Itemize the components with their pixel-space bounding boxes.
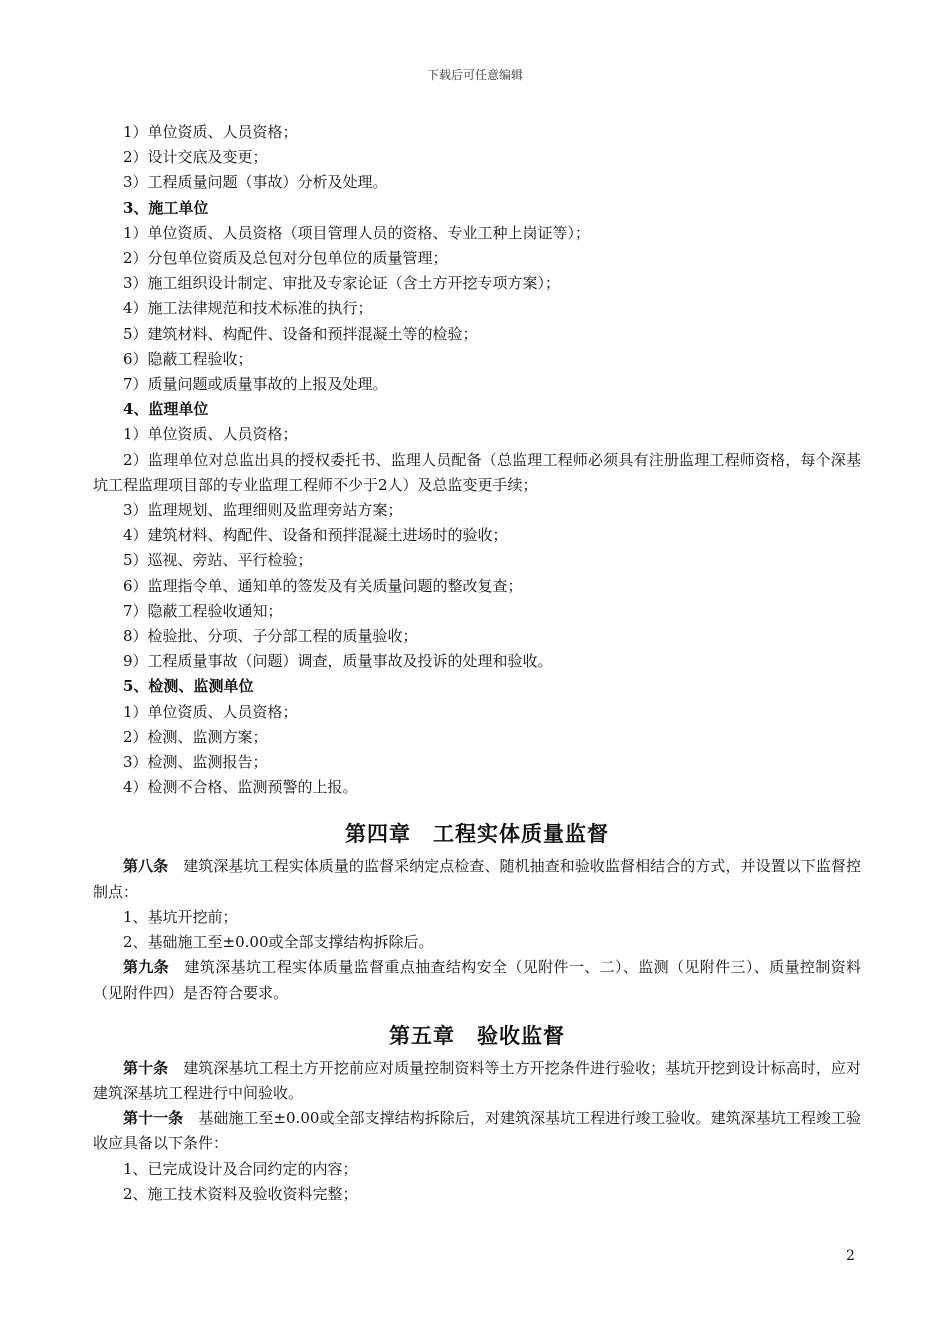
list-item: 7）隐蔽工程验收通知； [123, 601, 283, 620]
list-item: 5）建筑材料、构配件、设备和预拌混凝土等的检验； [123, 324, 478, 343]
list-item: 1、已完成设计及合同约定的内容； [123, 1159, 358, 1178]
document-body [93, 120, 861, 1207]
list-section-top [93, 120, 861, 448]
list-item: 1）单位资质、人员资格（项目管理人员的资格、专业工种上岗证等）； [123, 223, 591, 242]
list-item: 7）质量问题或质量事故的上报及处理。 [123, 375, 388, 394]
list-item: 2）检测、监测方案； [123, 727, 268, 746]
article-paragraph [93, 854, 861, 904]
article-label: 第九条 [123, 958, 170, 977]
list-item: 3）施工组织设计制定、审批及专家论证（含土方开挖专项方案）； [123, 274, 561, 293]
article-paragraph [93, 1056, 861, 1106]
list-item: 9）工程质量事故（问题）调查，质量事故及投诉的处理和验收。 [123, 652, 553, 671]
article-text: 建筑深基坑工程土方开挖前应对质量控制资料等土方开挖条件进行验收；基坑开挖到设计标高时，应对建筑深基坑工程进行中间验收。 [93, 1058, 861, 1102]
page-header: 下载后可任意编辑 [426, 68, 523, 82]
section-heading: 5、检测、监测单位 [123, 677, 254, 696]
list-item: 5）巡视、旁站、平行检验； [123, 551, 313, 570]
section-heading: 3、施工单位 [123, 198, 209, 217]
list-item: 3）检测、监测报告； [123, 753, 268, 772]
list-item: 4）施工法律规范和技术标准的执行； [123, 299, 373, 318]
paragraph-supervision-staffing: 2）监理单位对总监出具的授权委托书、监理人员配备（总监理工程师必须具有注册监理工程师资格，每个深基坑工程监理项目部的专业监理工程师不少于2人）及总监变更手续； [93, 450, 861, 494]
list-item: 1）单位资质、人员资格； [123, 702, 298, 721]
list-item: 8）检验批、分项、子分部工程的质量验收； [123, 627, 418, 646]
list-item: 3）监理规划、监理细则及监理旁站方案； [123, 501, 403, 520]
article-text: 建筑深基坑工程实体质量监督重点抽查结构安全（见附件一、二）、监测（见附件三）、质量控制资料（见附件四）是否符合要求。 [93, 958, 861, 1002]
page-number: 2 [846, 1248, 855, 1264]
list-item: 1）单位资质、人员资格； [123, 123, 298, 141]
article-label: 第十一条 [123, 1109, 184, 1128]
list-section-middle [93, 498, 861, 800]
article-paragraph [93, 1106, 861, 1156]
list-item: 3）工程质量问题（事故）分析及处理。 [123, 173, 388, 192]
list-item: 1、基坑开挖前； [123, 907, 238, 926]
article-label: 第八条 [123, 857, 169, 876]
list-item: 1）单位资质、人员资格； [123, 425, 298, 444]
list-item: 2）设计交底及变更； [123, 148, 268, 167]
list-item: 2）分包单位资质及总包对分包单位的质量管理； [123, 249, 448, 268]
article-text: 基础施工至±0.00或全部支撑结构拆除后，对建筑深基坑工程进行竣工验收。建筑深基坑工程竣工验收应具备以下条件： [93, 1109, 861, 1153]
list-item: 4）检测不合格、监测预警的上报。 [123, 778, 358, 797]
article-text: 建筑深基坑工程实体质量的监督采纳定点检查、随机抽查和验收监督相结合的方式，并设置以下监督控制点： [93, 857, 861, 901]
list-item: 4）建筑材料、构配件、设备和预拌混凝土进场时的验收； [123, 526, 508, 545]
chapter-heading: 第五章 验收监督 [389, 1023, 565, 1048]
list-item: 2、施工技术资料及验收资料完整； [123, 1184, 358, 1203]
list-item: 6）监理指令单、通知单的签发及有关质量问题的整改复查； [123, 576, 523, 595]
section-heading: 4、监理单位 [123, 400, 209, 419]
list-item: 2、基础施工至±0.00或全部支撑结构拆除后。 [123, 933, 434, 952]
chapter-heading: 第四章 工程实体质量监督 [345, 822, 609, 847]
list-item: 6）隐蔽工程验收； [123, 349, 253, 368]
article-label: 第十条 [123, 1058, 169, 1077]
article-paragraph [93, 955, 861, 1005]
